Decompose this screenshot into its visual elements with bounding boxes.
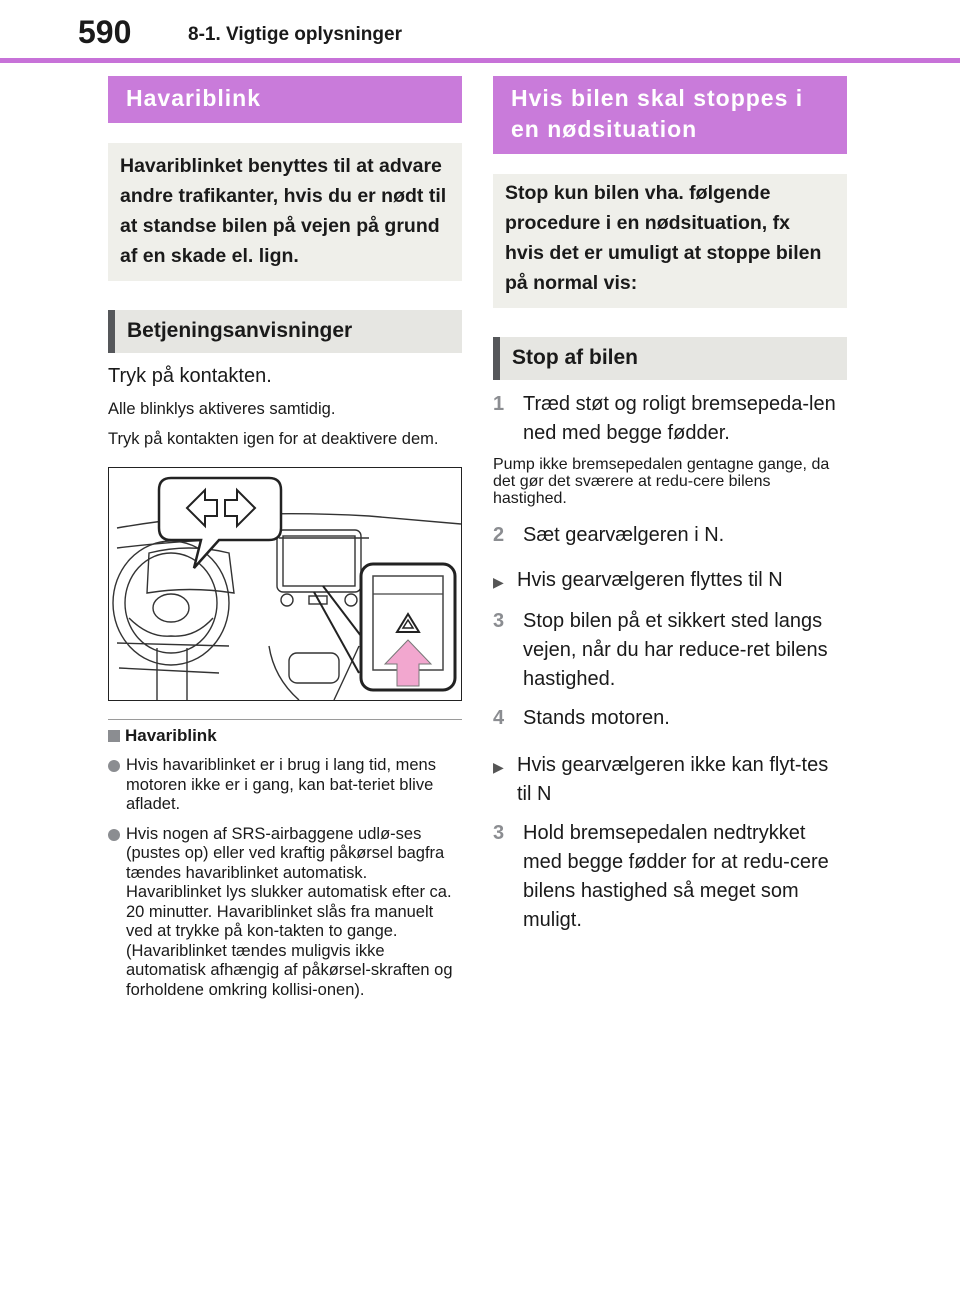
step-number: 1	[493, 393, 505, 415]
note-bullet-text: Hvis havariblinket er i brug i lang tid, mens motoren ikke er i gang, kan bat-teriet blive afladet.	[126, 756, 436, 813]
condition-text: Hvis gearvælgeren ikke kan flyt-tes til N	[517, 754, 829, 805]
triangle-arrow-icon: ▶	[493, 574, 504, 590]
operation-section-title: Betjeningsanvisninger	[108, 310, 462, 353]
left-column	[108, 76, 462, 1000]
chapter-title: 8-1. Vigtige oplysninger	[188, 24, 402, 45]
step-text: Stands motoren.	[523, 707, 670, 729]
dashboard-illustration	[108, 467, 462, 701]
step-text: Træd støt og roligt bremsepeda-len ned med begge fødder.	[523, 393, 836, 444]
step-item	[493, 607, 847, 694]
infotainment-screen	[277, 530, 361, 592]
page-header	[0, 0, 960, 64]
condition-text: Hvis gearvælgeren flyttes til N	[517, 569, 783, 591]
step-item	[493, 390, 847, 448]
emergency-title: Hvis bilen skal stoppes i en nødsituation	[493, 76, 847, 154]
condition-item	[493, 566, 847, 597]
emergency-intro: Stop kun bilen vha. følgende procedure i en nødsituation, fx hvis det er umuligt at stoppe bilen på normal vis:	[493, 174, 847, 308]
step-text: Sæt gearvælgeren i N.	[523, 524, 725, 546]
step-number: 2	[493, 524, 505, 546]
note-bullet	[108, 825, 462, 1001]
note-heading	[108, 726, 462, 746]
hazard-switch-zoom	[361, 564, 455, 690]
note-divider	[108, 719, 462, 720]
note-title: Havariblink	[125, 726, 217, 745]
note-bullet-text: Hvis nogen af SRS-airbaggene udlø-ses (pustes op) eller ved kraftig påkørsel bagfra tændes havariblinket automatisk. Havariblinket lys slukker automatisk efter ca. 20 minutter. Havariblinket slås fra manuelt ved at trykke på kon-takten to gange. (Havariblinket tændes muligvis ikke automatisk afhængig af påkørsel-skraften og forholdene omkring kollisi-onen).	[126, 824, 453, 999]
right-column	[493, 76, 847, 935]
step-text: Hold bremsepedalen nedtrykket med begge fødder for at redu-cere bilens hastighed så meget som muligt.	[523, 822, 829, 931]
step-note: Pump ikke bremsepedalen gentagne gange, da det gør det sværere at redu-cere bilens hastighed.	[493, 456, 830, 507]
instruction-text: Tryk på kontakten.	[108, 365, 272, 387]
step-number: 3	[493, 822, 505, 844]
steering-wheel	[113, 541, 229, 665]
square-bullet-icon	[108, 730, 120, 742]
step-number: 4	[493, 707, 505, 729]
hazard-intro: Havariblinket benyttes til at advare andre trafikanter, hvis du er nødt til at standse bilen på vejen på grund af en skade el. lign.	[108, 143, 462, 281]
circle-bullet-icon	[108, 829, 120, 841]
info-line-1: Alle blinklys aktiveres samtidig.	[108, 400, 336, 418]
dashboard-drawing	[109, 468, 461, 700]
triangle-arrow-icon: ▶	[493, 759, 504, 775]
step-item	[493, 521, 847, 550]
note-bullet	[108, 756, 462, 815]
hazard-title: Havariblink	[108, 76, 462, 123]
condition-item	[493, 751, 847, 809]
step-number: 3	[493, 610, 505, 632]
info-line-2: Tryk på kontakten igen for at deaktivere dem.	[108, 430, 439, 448]
step-item	[493, 819, 847, 935]
circle-bullet-icon	[108, 760, 120, 772]
step-item	[493, 704, 847, 733]
turn-signal-bubble	[159, 478, 281, 568]
header-divider	[0, 58, 960, 63]
step-text: Stop bilen på et sikkert sted langs vejen, når du har reduce-ret bilens hastighed.	[523, 610, 828, 690]
page-number: 590	[78, 14, 132, 50]
stop-section-title: Stop af bilen	[493, 337, 847, 380]
